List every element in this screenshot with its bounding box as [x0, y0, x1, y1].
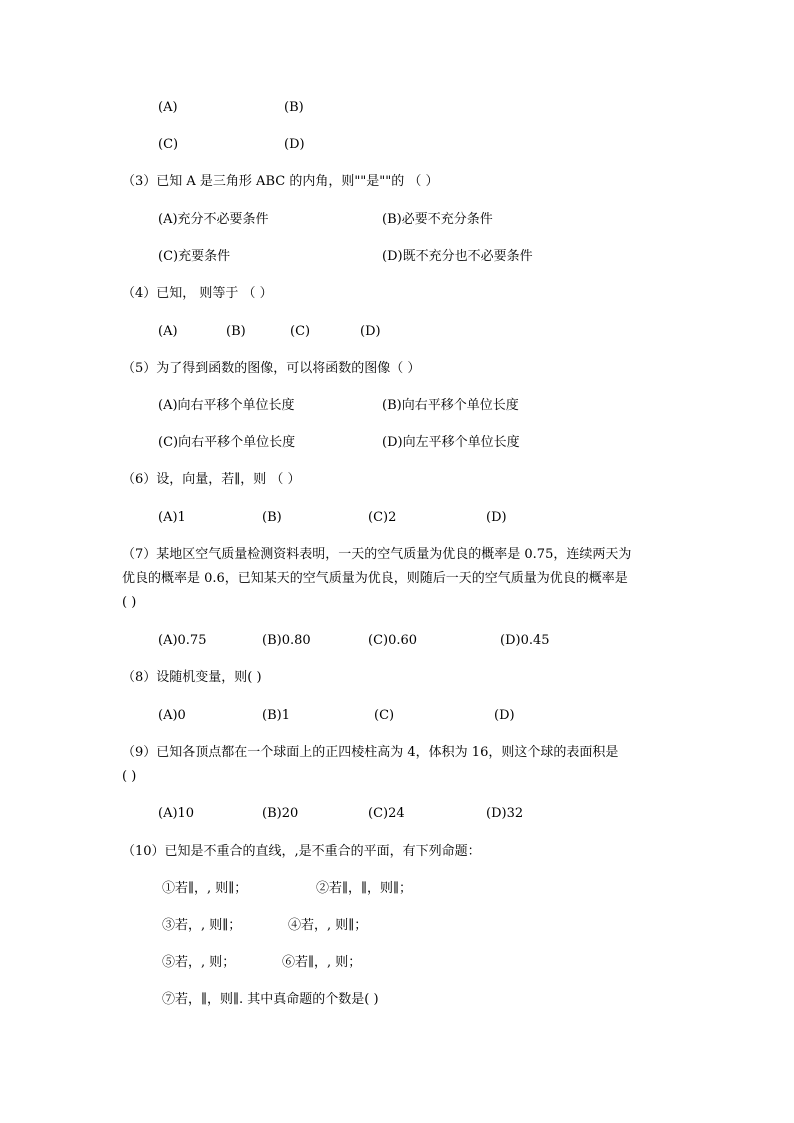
- q8-option-d: (D): [494, 708, 515, 723]
- q10-proposition-6: ⑥若∥，, 则；: [282, 955, 362, 970]
- q10-proposition-4: ④若，, 则∥；: [288, 918, 368, 933]
- q5-stem: （5）为了得到函数的图像，可以将函数的图像（ ）: [122, 361, 421, 376]
- q5-option-b: (B)向右平移个单位长度: [382, 398, 519, 413]
- q8-option-a: (A)0: [158, 708, 186, 723]
- q7-option-b: (B)0.80: [262, 633, 311, 648]
- q7-option-a: (A)0.75: [158, 633, 207, 648]
- q2-option-d: (D): [284, 137, 305, 152]
- q10-proposition-5: ⑤若，, 则；: [162, 955, 236, 970]
- q7-stem-line-2: 优良的概率是 0.6，已知某天的空气质量为优良，则随后一天的空气质量为优良的概率是: [122, 571, 628, 586]
- q2-option-b: (B): [284, 100, 304, 115]
- q6-stem: （6）设，向量，若∥，则 （ ）: [122, 472, 301, 487]
- q3-option-a: (A)充分不必要条件: [158, 212, 269, 227]
- q10-proposition-7: ⑦若，∥，则∥. 其中真命题的个数是( ): [162, 992, 379, 1007]
- q7-stem-line-3: ( ): [122, 595, 137, 610]
- q7-option-c: (C)0.60: [368, 633, 418, 648]
- q5-option-c: (C)向右平移个单位长度: [158, 435, 296, 450]
- q8-option-b: (B)1: [262, 708, 290, 723]
- q2-option-c: (C): [158, 137, 179, 152]
- q10-proposition-1: ①若∥，, 则∥；: [162, 881, 248, 896]
- q5-option-a: (A)向右平移个单位长度: [158, 398, 295, 413]
- q10-proposition-3: ③若，, 则∥；: [162, 918, 242, 933]
- q2-option-a: (A): [158, 100, 178, 115]
- q6-option-c: (C)2: [368, 510, 397, 525]
- q6-option-a: (A)1: [158, 510, 186, 525]
- q3-option-c: (C)充要条件: [158, 249, 231, 264]
- q6-option-b: (B): [262, 510, 282, 525]
- q10-stem: （10）已知是不重合的直线，,是不重合的平面，有下列命题：: [122, 844, 481, 859]
- q7-stem-line-1: （7）某地区空气质量检测资料表明，一天的空气质量为优良的概率是 0.75，连续两天为: [122, 547, 632, 562]
- q9-option-a: (A)10: [158, 806, 195, 821]
- q4-stem: （4）已知， 则等于 （ ）: [122, 286, 273, 301]
- q6-option-d: (D): [486, 510, 507, 525]
- q4-option-c: (C): [290, 324, 311, 339]
- q9-option-d: (D)32: [486, 806, 524, 821]
- q9-option-b: (B)20: [262, 806, 299, 821]
- q3-option-d: (D)既不充分也不必要条件: [382, 249, 533, 264]
- q3-option-b: (B)必要不充分条件: [382, 212, 493, 227]
- q9-stem-line-2: ( ): [122, 769, 137, 784]
- q8-stem: （8）设随机变量，则( ): [122, 670, 262, 685]
- q7-option-d: (D)0.45: [500, 633, 550, 648]
- q9-option-c: (C)24: [368, 806, 405, 821]
- q10-proposition-2: ②若∥，∥，则∥；: [316, 881, 413, 896]
- q5-option-d: (D)向左平移个单位长度: [382, 435, 520, 450]
- q3-stem: （3）已知 A 是三角形 ABC 的内角，则""是""的 （ ）: [122, 174, 439, 189]
- q4-option-a: (A): [158, 324, 178, 339]
- q4-option-b: (B): [226, 324, 246, 339]
- q9-stem-line-1: （9）已知各顶点都在一个球面上的正四棱柱高为 4，体积为 16，则这个球的表面积是: [122, 745, 619, 760]
- q4-option-d: (D): [360, 324, 381, 339]
- q8-option-c: (C): [374, 708, 395, 723]
